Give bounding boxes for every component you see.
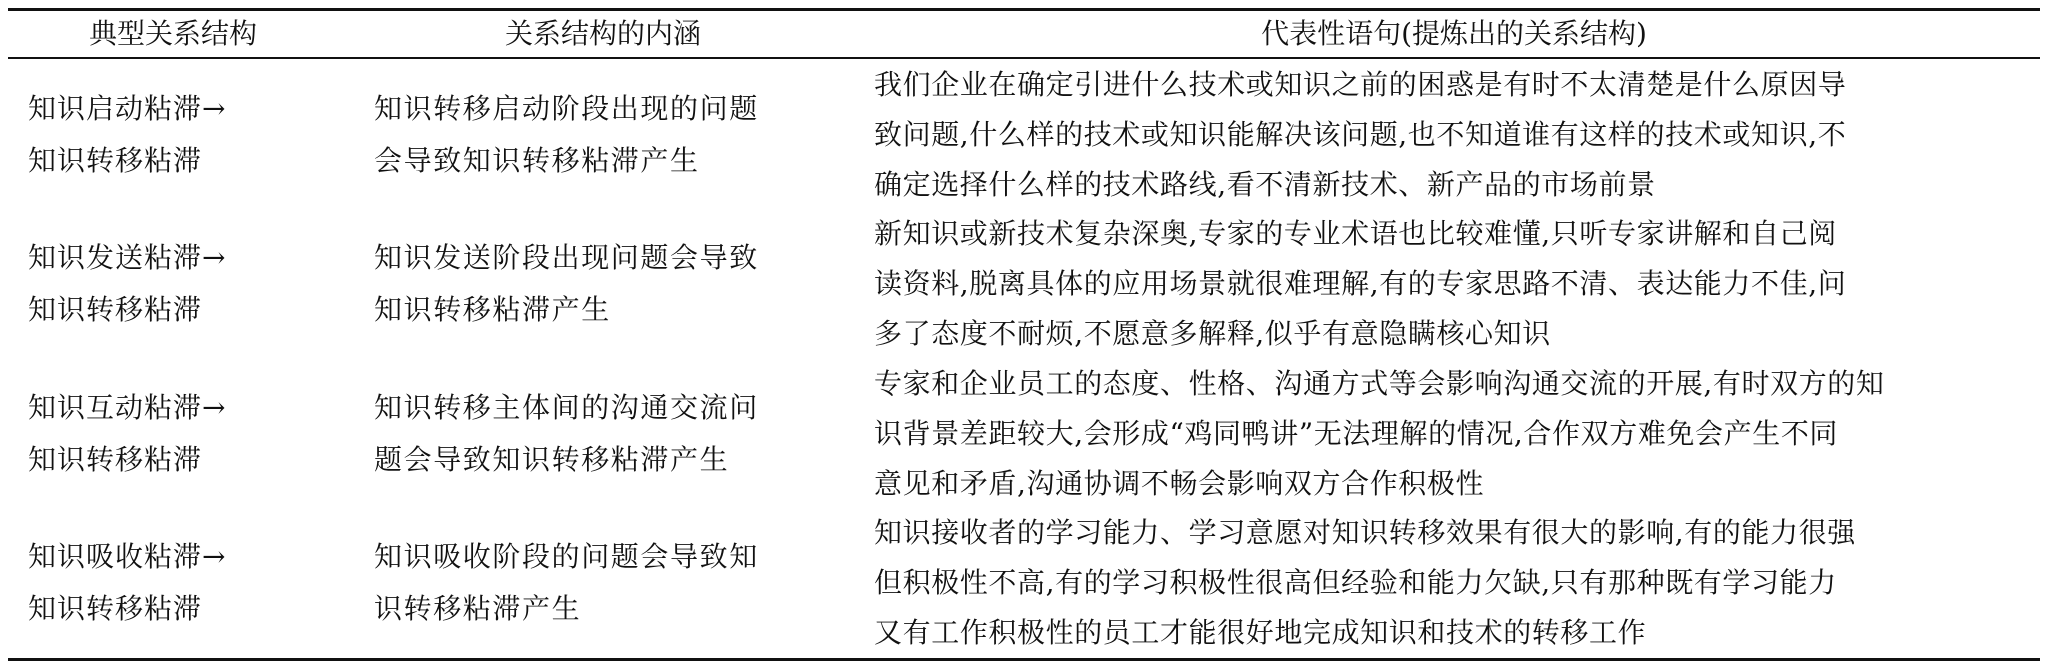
quote-cell bbox=[874, 210, 2034, 360]
table-header-row bbox=[8, 11, 2040, 57]
table-row bbox=[8, 60, 2040, 210]
quote-text: 知识接收者的学习能力、学习意愿对知识转移效果有很大的影响,有的能力很强 但积极性不高,有的学习积极性很高但经验和能力欠缺,只有那种既有学习能力 又有工作积极性的员工才能很好地完成知识和技术的转移工作 bbox=[874, 516, 1856, 650]
table-row bbox=[8, 210, 2040, 360]
meaning-cell bbox=[374, 210, 844, 360]
structure-text: 知识发送粘滞→ 知识转移粘滞 bbox=[28, 241, 227, 327]
quote-cell bbox=[874, 60, 2034, 210]
meaning-text: 知识转移主体间的沟通交流问 题会导致知识转移粘滞产生 bbox=[374, 390, 759, 476]
header-typical-structure: 典型关系结构 bbox=[88, 17, 257, 50]
structure-cell bbox=[28, 60, 328, 210]
meaning-cell bbox=[374, 509, 844, 659]
table-row bbox=[8, 359, 2040, 509]
meaning-text: 知识吸收阶段的问题会导致知 识转移粘滞产生 bbox=[374, 540, 759, 626]
meaning-cell bbox=[374, 60, 844, 210]
structure-text: 知识吸收粘滞→ 知识转移粘滞 bbox=[28, 540, 227, 626]
meaning-cell bbox=[374, 359, 844, 509]
quote-text: 我们企业在确定引进什么技术或知识之前的困惑是有时不太清楚是什么原因导 致问题,什么样的技术或知识能解决该问题,也不知道谁有这样的技术或知识,不 确定选择什么样的技术路线,看不清新技术、新产品的市场前景 bbox=[874, 67, 1847, 201]
header-rule bbox=[8, 57, 2040, 59]
structure-cell bbox=[28, 359, 328, 509]
relationship-table bbox=[8, 8, 2040, 664]
structure-cell bbox=[28, 509, 328, 659]
bottom-rule bbox=[8, 658, 2040, 661]
quote-text: 新知识或新技术复杂深奥,专家的专业术语也比较难懂,只听专家讲解和自己阅 读资料,脱离具体的应用场景就很难理解,有的专家思路不清、表达能力不佳,问 多了态度不耐烦,不愿意多解释,似乎有意隐瞒核心知识 bbox=[874, 217, 1847, 351]
meaning-text: 知识发送阶段出现问题会导致 知识转移粘滞产生 bbox=[374, 241, 759, 327]
quote-cell bbox=[874, 509, 2034, 659]
header-representative-quote: 代表性语句(提炼出的关系结构) bbox=[1261, 17, 1647, 50]
quote-text: 专家和企业员工的态度、性格、沟通方式等会影响沟通交流的开展,有时双方的知 识背景差距较大,会形成“鸡同鸭讲”无法理解的情况,合作双方难免会产生不同 意见和矛盾,沟通协调不畅会影响双方合作积极性 bbox=[874, 366, 1885, 500]
header-structure-meaning: 关系结构的内涵 bbox=[504, 17, 701, 50]
structure-cell bbox=[28, 210, 328, 360]
meaning-text: 知识转移启动阶段出现的问题 会导致知识转移粘滞产生 bbox=[374, 91, 759, 177]
table-body bbox=[8, 60, 2040, 658]
quote-cell bbox=[874, 359, 2034, 509]
structure-text: 知识启动粘滞→ 知识转移粘滞 bbox=[28, 91, 227, 177]
table-row bbox=[8, 509, 2040, 659]
structure-text: 知识互动粘滞→ 知识转移粘滞 bbox=[28, 390, 227, 476]
